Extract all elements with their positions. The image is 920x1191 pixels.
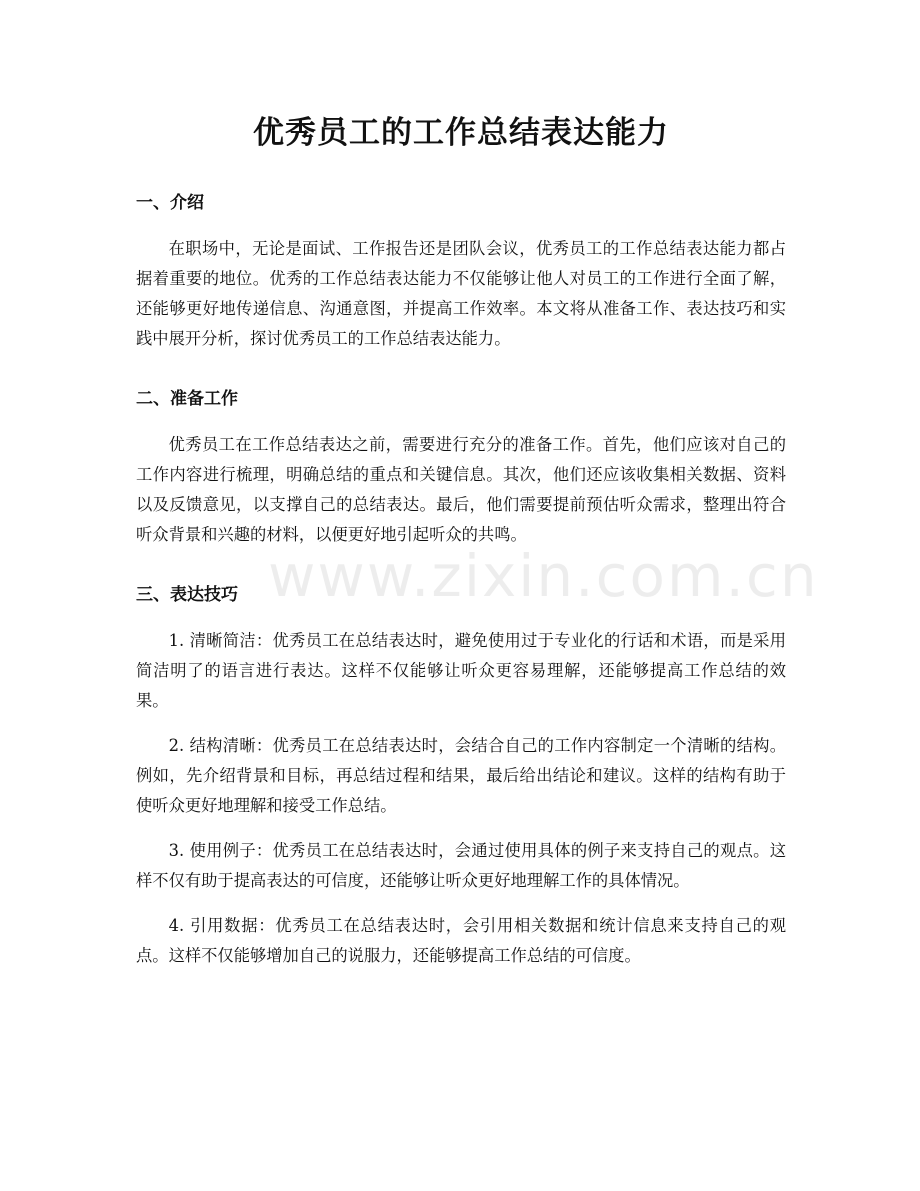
section-paragraph: 在职场中，无论是面试、工作报告还是团队会议，优秀员工的工作总结表达能力都占据着重要的地位。优秀的工作总结表达能力不仅能够让他人对员工的工作进行全面了解，还能够更好地传递信息、沟通意图，并提高工作效率。本文将从准备工作、表达技巧和实践中展开分析，探讨优秀员工的工作总结表达能力。 [136, 239, 786, 348]
list-item: 3. 使用例子：优秀员工在总结表达时，会通过使用具体的例子来支持自己的观点。这样不仅有助于提高表达的可信度，还能够让听众更好地理解工作的具体情况。 [136, 841, 786, 890]
list-item: 1. 清晰简洁：优秀员工在总结表达时，避免使用过于专业化的行话和术语，而是采用简洁明了的语言进行表达。这样不仅能够让听众更容易理解，还能够提高工作总结的效果。 [136, 631, 786, 710]
watermark: www.zixin.com.cn [268, 542, 819, 610]
list-item: 4. 引用数据：优秀员工在总结表达时，会引用相关数据和统计信息来支持自己的观点。这样不仅能够增加自己的说服力，还能够提高工作总结的可信度。 [136, 916, 786, 965]
section-preparation [136, 384, 786, 550]
section-introduction [136, 188, 786, 354]
section-paragraph: 优秀员工在工作总结表达之前，需要进行充分的准备工作。首先，他们应该对自己的工作内容进行梳理，明确总结的重点和关键信息。其次，他们还应该收集相关数据、资料以及反馈意见，以支撑自己的总结表达。最后，他们需要提前预估听众需求，整理出符合听众背景和兴趣的材料，以便更好地引起听众的共鸣。 [136, 435, 786, 544]
section-expression-skills [136, 580, 786, 971]
section-heading: 三、表达技巧 [136, 585, 238, 605]
section-heading: 二、准备工作 [136, 389, 238, 409]
document-title: 优秀员工的工作总结表达能力 [253, 115, 669, 151]
section-heading: 一、介绍 [136, 193, 204, 213]
list-item: 2. 结构清晰：优秀员工在总结表达时，会结合自己的工作内容制定一个清晰的结构。例如，先介绍背景和目标，再总结过程和结果，最后给出结论和建议。这样的结构有助于使听众更好地理解和接受工作总结。 [136, 736, 786, 815]
